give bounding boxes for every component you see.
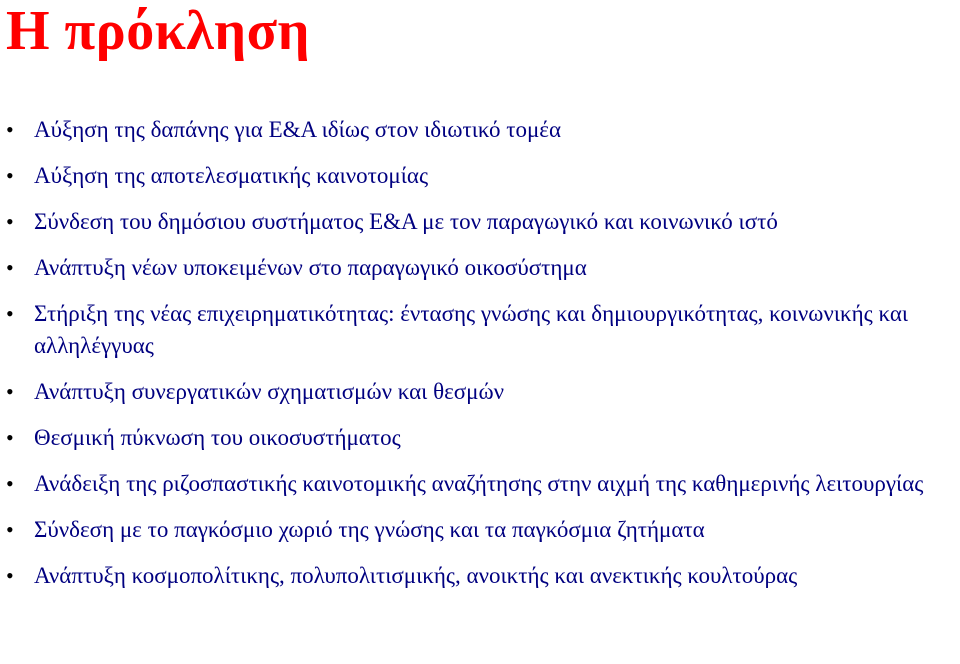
slide-title: Η πρόκληση xyxy=(6,0,310,62)
bullet-item xyxy=(0,468,960,500)
bullet-item xyxy=(0,376,960,408)
bullet-text: Στήριξη της νέας επιχειρηματικότητας: έντασης γνώσης και δημιουργικότητας, κοινωνικής και αλληλέγγυας xyxy=(34,301,909,358)
bullet-item xyxy=(0,114,960,146)
bullet-marker: • xyxy=(6,301,14,326)
bullet-text: Αύξηση της αποτελεσματικής καινοτομίας xyxy=(34,163,429,188)
bullet-item xyxy=(0,206,960,238)
bullet-text: Ανάπτυξη συνεργατικών σχηματισμών και θεσμών xyxy=(34,379,505,404)
bullet-marker: • xyxy=(6,425,14,450)
bullet-item xyxy=(0,514,960,546)
bullet-marker: • xyxy=(6,379,14,404)
bullet-text: Σύνδεση με το παγκόσμιο χωριό της γνώσης και τα παγκόσμια ζητήματα xyxy=(34,517,705,542)
bullet-text: Σύνδεση του δημόσιου συστήματος Ε&Α με τον παραγωγικό και κοινωνικό ιστό xyxy=(34,209,778,234)
bullet-item xyxy=(0,252,960,284)
bullet-marker: • xyxy=(6,563,14,588)
bullet-text: Ανάπτυξη νέων υποκειμένων στο παραγωγικό οικοσύστημα xyxy=(34,255,587,280)
bullet-item xyxy=(0,160,960,192)
bullet-list xyxy=(0,114,960,606)
bullet-marker: • xyxy=(6,471,14,496)
bullet-item xyxy=(0,422,960,454)
bullet-marker: • xyxy=(6,255,14,280)
bullet-item xyxy=(0,298,960,362)
bullet-marker: • xyxy=(6,209,14,234)
bullet-text: Αύξηση της δαπάνης για Ε&Α ιδίως στον ιδιωτικό τομέα xyxy=(34,117,562,142)
bullet-item xyxy=(0,560,960,592)
bullet-marker: • xyxy=(6,517,14,542)
bullet-text: Ανάδειξη της ριζοσπαστικής καινοτομικής αναζήτησης στην αιχμή της καθημερινής λειτουργίας xyxy=(34,471,924,496)
bullet-text: Ανάπτυξη κοσμοπολίτικης, πολυπολιτισμικής, ανοικτής και ανεκτικής κουλτούρας xyxy=(34,563,798,588)
bullet-marker: • xyxy=(6,117,14,142)
bullet-text: Θεσμική πύκνωση του οικοσυστήματος xyxy=(34,425,401,450)
bullet-marker: • xyxy=(6,163,14,188)
